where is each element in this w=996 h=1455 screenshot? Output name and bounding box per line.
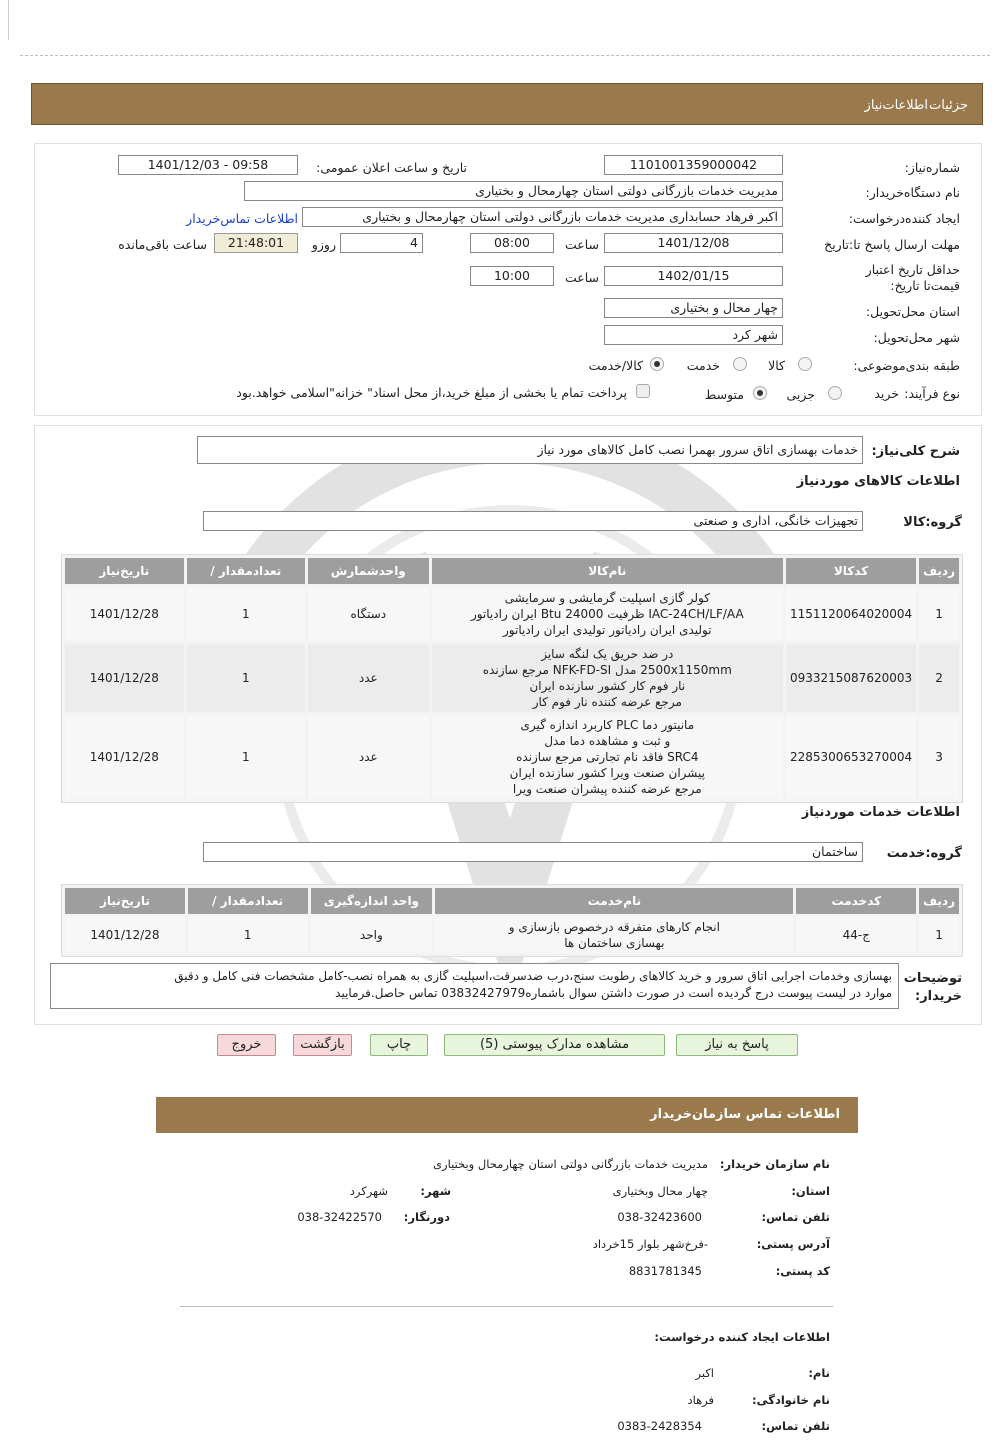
col-date: تاریخ‌نیاز	[65, 888, 185, 914]
family-label: نام خانوادگی:	[752, 1393, 830, 1407]
back-button[interactable]: بازگشت	[293, 1034, 352, 1056]
province-field: چهار محال و بختیاری	[604, 298, 783, 318]
goods-group-field: تجهیزات خانگی، اداری و صنعتی	[203, 511, 863, 531]
item-unit: دستگاه	[308, 587, 429, 641]
col-code: کدکالا	[786, 558, 916, 584]
print-button[interactable]: چاپ	[370, 1034, 428, 1056]
need-number-field: 1101001359000042	[604, 155, 783, 175]
col-row: ردیف	[919, 888, 959, 914]
col-unit: واحد اندازه‌گیری	[311, 888, 433, 914]
table-row	[65, 644, 959, 712]
announce-field: 1401/12/03 - 09:58	[118, 155, 298, 175]
category-label: طبقه بندی‌موضوعی:	[853, 358, 960, 373]
service-unit: واحد	[311, 917, 433, 953]
item-qty: 1	[187, 715, 305, 799]
contact-divider	[180, 1306, 833, 1307]
col-unit: واحدشمارش	[308, 558, 429, 584]
process-minor-radio[interactable]	[828, 386, 842, 400]
city-field: شهر کرد	[604, 325, 783, 345]
col-row: ردیف	[919, 558, 959, 584]
contact-header	[156, 1097, 858, 1133]
announce-label: تاریخ و ساعت اعلان عمومی:	[316, 160, 467, 175]
goods-section-title: اطلاعات کالاهای موردنیاز	[796, 474, 960, 489]
category-service-label: خدمت	[686, 358, 720, 373]
postal-value: 8831781345	[628, 1264, 702, 1278]
item-unit: عدد	[308, 644, 429, 712]
days-label: روزو	[311, 237, 336, 252]
payment-note: پرداخت تمام یا بخشی از مبلغ خرید،از محل اسناد" خزانه"اسلامی خواهد.بود	[236, 385, 627, 400]
address-label: آدرس پستی:	[756, 1237, 830, 1251]
service-name	[435, 917, 793, 953]
deadline-time-field: 08:00	[470, 233, 554, 253]
province-label: استان محل‌تحویل:	[865, 304, 960, 319]
fax-label: دورنگار:	[403, 1210, 450, 1224]
category-both-radio[interactable]	[650, 357, 664, 371]
item-name-line: مرجع عرضه کننده نار فوم کار	[532, 695, 682, 709]
tab-details[interactable]: جزئیات	[929, 98, 968, 113]
col-qty: تعدادمقدار /	[187, 558, 305, 584]
left-border	[8, 0, 9, 40]
item-name-line: مرجع عرضه کننده پیشران صنعت ویرا	[512, 782, 702, 796]
need-number-label: شماره‌نیاز:	[904, 160, 960, 175]
goods-table	[61, 554, 963, 803]
col-code: کدخدمت	[796, 888, 916, 914]
table-row	[65, 587, 959, 641]
service-qty: 1	[188, 917, 308, 953]
org-value: مدیریت خدمات بازرگانی دولتی استان چهارمحال وبختیاری	[433, 1157, 708, 1171]
services-group-label: گروه:خدمت	[886, 846, 962, 861]
postal-label: کد پستی:	[775, 1264, 830, 1278]
item-name-line: کولر گازی اسپلیت گرمایشی و سرمایشی	[504, 591, 710, 605]
validity-label: حداقل تاریخ اعتبار قیمت‌تا تاریخ:	[865, 262, 960, 293]
item-date: 1401/12/28	[65, 644, 184, 712]
days-field: 4	[340, 233, 423, 253]
process-label: نوع فرآیند:	[904, 386, 960, 401]
notes-line-2: موارد در لیست پیوست درج گردیده است در صورت داشتن سوال باشماره03832427979 تماس حاصل.فرمایید	[335, 986, 892, 1000]
service-date: 1401/12/28	[65, 917, 185, 953]
buyer-label: نام دستگاه‌خریدار:	[865, 185, 960, 200]
item-code: 2285300653270004	[786, 715, 916, 799]
services-table	[61, 884, 963, 957]
process-buy-label: خرید	[874, 386, 899, 401]
goods-group-label: گروه:کالا	[903, 515, 962, 530]
family-value: فرهاد	[687, 1393, 714, 1407]
deadline-date-field: 1401/12/08	[604, 233, 783, 253]
category-goods-label: کالا	[768, 358, 785, 373]
category-both-label: کالا/خدمت	[588, 358, 643, 373]
services-group-field: ساختمان	[203, 842, 863, 862]
buyer-notes-box	[50, 963, 899, 1009]
item-date: 1401/12/28	[65, 587, 184, 641]
notes-line-1: بهسازی وخدمات اجرایی اتاق سرور و خرید کالاهای رطوبت سنج،درب ضدسرقت،اسپلیت گازی به همراه نصب-کامل مشخصات فنی کامل و دقیق	[174, 969, 892, 983]
item-name-line: در ضد حریق یک لنگه سایز	[541, 647, 674, 661]
item-name-line: مانیتور دما PLC کاربرد اندازه گیری	[520, 718, 695, 732]
service-code: ج-44	[796, 917, 916, 953]
process-medium-radio[interactable]	[753, 386, 767, 400]
deadline-time-label: ساعت	[564, 237, 599, 252]
service-name-line: بهسازی ساختمان ها	[564, 936, 665, 950]
creator-phone-label: تلفن تماس:	[761, 1419, 830, 1433]
item-name	[432, 715, 783, 799]
row-number: 1	[919, 917, 959, 953]
fax-value: 038-32422570	[297, 1210, 382, 1224]
creator-info-title: اطلاعات ایجاد کننده درخواست:	[654, 1330, 830, 1344]
remaining-label: ساعت باقی‌مانده	[118, 237, 207, 252]
item-name-line: نار فوم کار کشور سازنده ایران	[529, 679, 686, 693]
province-contact-label: استان:	[791, 1184, 830, 1198]
address-value: -فرخ‌شهر بلوار 15خرداد	[592, 1237, 708, 1251]
item-name	[432, 587, 783, 641]
item-name-line: تولیدی ایران رادیاتور تولیدی ایران رادیاتور	[503, 623, 712, 637]
category-goods-radio[interactable]	[798, 357, 812, 371]
phone-value: 038-32423600	[617, 1210, 702, 1224]
item-unit: عدد	[308, 715, 429, 799]
item-code: 0933215087620003	[786, 644, 916, 712]
item-name-line: 2500x1150mm مدل NFK-FD-SI مرجع سازنده	[482, 663, 732, 677]
col-name: نام‌خدمت	[435, 888, 793, 914]
contact-title: اطلاعات تماس سازمان‌خریدار	[650, 1107, 840, 1122]
item-date: 1401/12/28	[65, 715, 184, 799]
item-qty: 1	[187, 587, 305, 641]
creator-label: ایجاد کننده‌درخواست:	[848, 211, 960, 226]
item-name	[432, 644, 783, 712]
item-name-line: پیشران صنعت ویرا کشور سازنده ایران	[509, 766, 705, 780]
header-bar	[31, 83, 983, 125]
org-label: نام سازمان خریدار:	[719, 1157, 830, 1171]
service-name-line: انجام کارهای متفرقه درخصوص بازسازی و	[508, 920, 720, 934]
reply-button[interactable]: پاسخ به نیاز	[676, 1034, 798, 1056]
validity-time-field: 10:00	[470, 266, 554, 286]
col-date: تاریخ‌نیاز	[65, 558, 184, 584]
buyer-field: مدیریت خدمات بازرگانی دولتی استان چهارمحال و بختیاری	[244, 181, 783, 201]
process-minor-label: جزیی	[786, 387, 815, 402]
services-section-title: اطلاعات خدمات موردنیاز	[801, 805, 960, 820]
row-number: 2	[919, 644, 959, 712]
top-divider	[20, 55, 990, 56]
row-number: 3	[919, 715, 959, 799]
creator-phone-value: 0383-2428354	[617, 1419, 702, 1433]
item-code: 1151120064020004	[786, 587, 916, 641]
name-value: اکبر	[695, 1366, 714, 1380]
creator-field: اکبر فرهاد حسابداری مدیریت خدمات بازرگانی دولتی استان چهارمحال و بختیاری	[302, 207, 783, 227]
item-name-line: SRC4 فاقد نام تجارتی مرجع سازنده	[516, 750, 699, 764]
payment-checkbox[interactable]	[636, 384, 650, 398]
buyer-notes-label: توضیحات خریدار:	[903, 971, 962, 1004]
validity-date-field: 1402/01/15	[604, 266, 783, 286]
item-qty: 1	[187, 644, 305, 712]
item-name-line: IAC-24CH/LF/AA ظرفیت 24000 Btu ایران رادیاتور	[470, 607, 744, 621]
table-row	[65, 917, 959, 953]
province-contact-value: چهار محال وبختیاری	[612, 1184, 708, 1198]
col-name: نام‌کالا	[432, 558, 783, 584]
remaining-time-field: 21:48:01	[214, 233, 298, 253]
exit-button[interactable]: خروج	[217, 1034, 276, 1056]
process-medium-label: متوسط	[704, 387, 744, 402]
phone-label: تلفن تماس:	[761, 1210, 830, 1224]
name-label: نام:	[808, 1366, 830, 1380]
table-row	[65, 715, 959, 799]
row-number: 1	[919, 587, 959, 641]
buyer-contact-link[interactable]: اطلاعات تماس‌خریدار	[186, 211, 298, 226]
city-label: شهر محل‌تحویل:	[873, 330, 960, 345]
city-contact-value: شهرکرد	[349, 1184, 388, 1198]
city-contact-label: شهر:	[420, 1184, 451, 1198]
category-service-radio[interactable]	[733, 357, 747, 371]
deadline-label: مهلت ارسال پاسخ تا:تاریخ	[824, 237, 960, 252]
validity-time-label: ساعت	[564, 270, 599, 285]
view-documents-button[interactable]: مشاهده مدارک پیوستی (5)	[444, 1034, 665, 1056]
summary-label: شرح کلی‌نیاز:	[871, 444, 960, 459]
tab-need-info[interactable]: اطلاعات‌نیاز	[864, 98, 928, 113]
item-name-line: و ثبت و مشاهده دما مدل	[544, 734, 671, 748]
summary-field: خدمات بهسازی اتاق سرور بهمرا نصب کامل کالاهای مورد نیاز	[197, 436, 863, 464]
col-qty: تعدادمقدار /	[188, 888, 308, 914]
